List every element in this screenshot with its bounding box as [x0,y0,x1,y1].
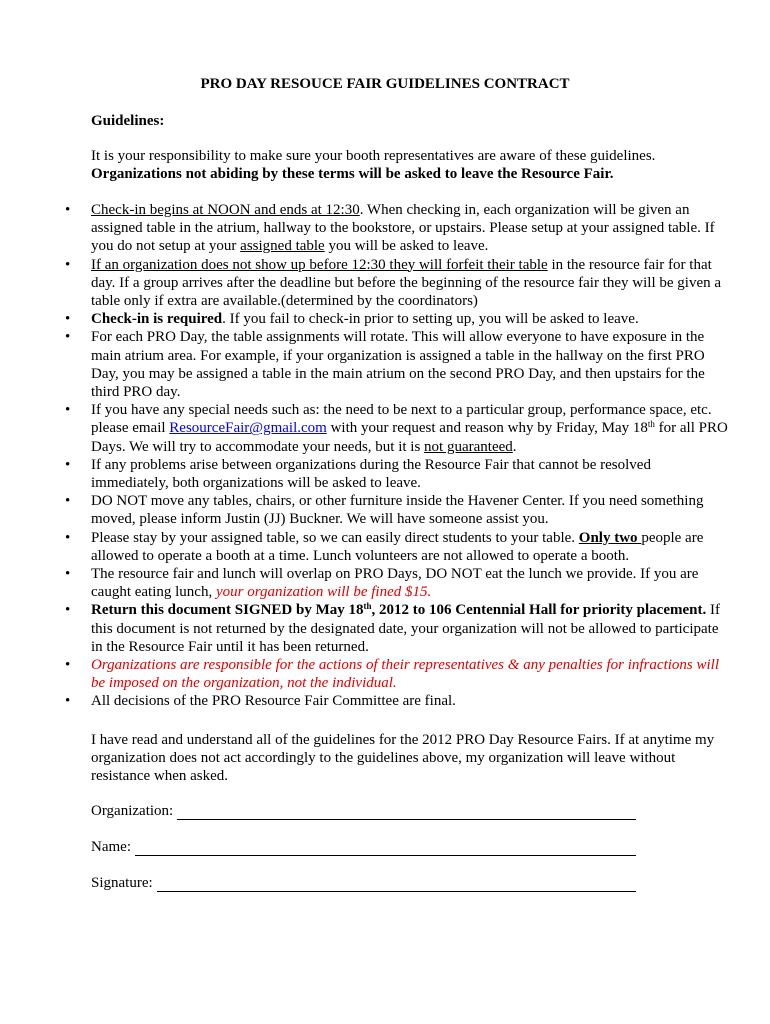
checkin-required-text: Check-in is required [91,311,223,328]
name-field [91,838,636,856]
name-line[interactable] [135,841,636,856]
list-item [91,256,731,311]
intro-warning: Organizations not abiding by these terms will be asked to leave the Resource Fair. [91,166,614,183]
organization-line[interactable] [177,805,636,820]
checkin-time-text: Check-in begins at NOON and ends at 12:30 [91,202,360,218]
rule-text: If this document is not returned by the designated date, your organization will not be allowed to participate in the Resource Fair until it has been returned. [91,602,720,655]
rule-text: . If you fail to check-in prior to setting up, you will be asked to leave. [222,311,639,328]
list-item [91,692,731,710]
intro-paragraph [91,147,731,183]
intro-text: It is your responsibility to make sure your booth representatives are aware of these guidelines. [91,148,656,164]
not-guaranteed-text: not guaranteed [424,438,513,455]
assigned-table-text: assigned table [240,238,325,255]
ordinal-suffix: th [363,601,372,612]
list-item [91,601,731,656]
list-item [91,201,731,256]
rule-text: Please stay by your assigned table, so we can easily direct students to your table. [91,529,579,546]
rule-text: for all PRO Days. We will try to accommodate your needs, but it is [91,420,728,455]
rule-text: All decisions of the PRO Resource Fair Committee are final. [91,693,456,710]
list-item [91,565,731,601]
rule-text: you will be asked to leave. [324,238,489,255]
rule-text: . When checking in, each organization will be given an assigned table in the atrium, hallway to the bookstore, or upstairs. Please setup at your assigned table. If you do not setup at your [91,202,715,255]
rule-text: If any problems arise between organizations during the Resource Fair that cannot be resolved immediately, both organizations will be asked to leave. [91,456,651,492]
name-label: Name: [91,839,131,855]
rule-text: If you have any special needs such as: the need to be next to a particular group, performance space, etc. please email [91,402,712,437]
rule-text: . [512,438,517,455]
page-title: PRO DAY RESOUCE FAIR GUIDELINES CONTRACT [200,76,570,92]
rule-text: The resource fair and lunch will overlap on PRO Days, DO NOT eat the lunch we provide. If you are caught eating lunch, [91,566,699,601]
return-deadline-text: , 2012 to 106 Centennial Hall for priority placement. [371,602,707,619]
rule-text: with your request and reason why by Friday, May 18 [326,420,648,437]
list-item [91,310,731,328]
fine-warning-text: your organization will be fined $15. [215,584,432,601]
guidelines-heading: Guidelines: [91,113,165,129]
responsibility-warning-text: Organizations are responsible for the actions of their representatives & any penalties for infractions will be imposed on the organization, not the individual. [91,657,720,692]
rule-text: in the resource fair for that day. If a group arrives after the deadline but before the beginning of the resource fair they will be given a table only if extra are available.(determined by the coordinators) [91,256,722,310]
rule-text: For each PRO Day, the table assignments will rotate. This will allow everyone to have exposure in the main atrium area. For example, if your organization is assigned a table in the hallway on the first PRO Day, you may be assigned a table in the main atrium on the second PRO Day, and then upstairs for the third PRO day. [91,329,705,401]
organization-label: Organization: [91,803,174,819]
list-item [91,328,731,401]
rule-text: DO NOT move any tables, chairs, or other furniture inside the Havener Center. If you need something moved, please inform Justin (JJ) Buckner. We will have someone assist you. [91,493,704,528]
email-link[interactable]: ResourceFair@gmail.com [169,420,327,437]
signature-label: Signature: [91,875,153,891]
signature-field [91,874,636,892]
only-two-text: Only two [578,529,642,546]
list-item [91,656,731,692]
organization-field [91,802,636,820]
guidelines-list [91,201,731,711]
return-deadline-text: Return this document SIGNED by May 18 [91,602,364,619]
ordinal-suffix: th [647,419,655,430]
acknowledgement-paragraph: I have read and understand all of the guidelines for the 2012 PRO Day Resource Fairs. If at anytime my organization does not act accordingly to the guidelines above, my organization will leave without resistance when asked. [91,732,715,785]
list-item [91,401,731,456]
list-item [91,529,731,565]
rule-text: people are allowed to operate a booth at a time. Lunch volunteers are not allowed to operate a booth. [91,529,704,564]
signature-line[interactable] [157,877,636,892]
list-item [91,456,731,492]
list-item [91,492,731,528]
forfeit-text: If an organization does not show up before 12:30 they will forfeit their table [91,256,548,273]
